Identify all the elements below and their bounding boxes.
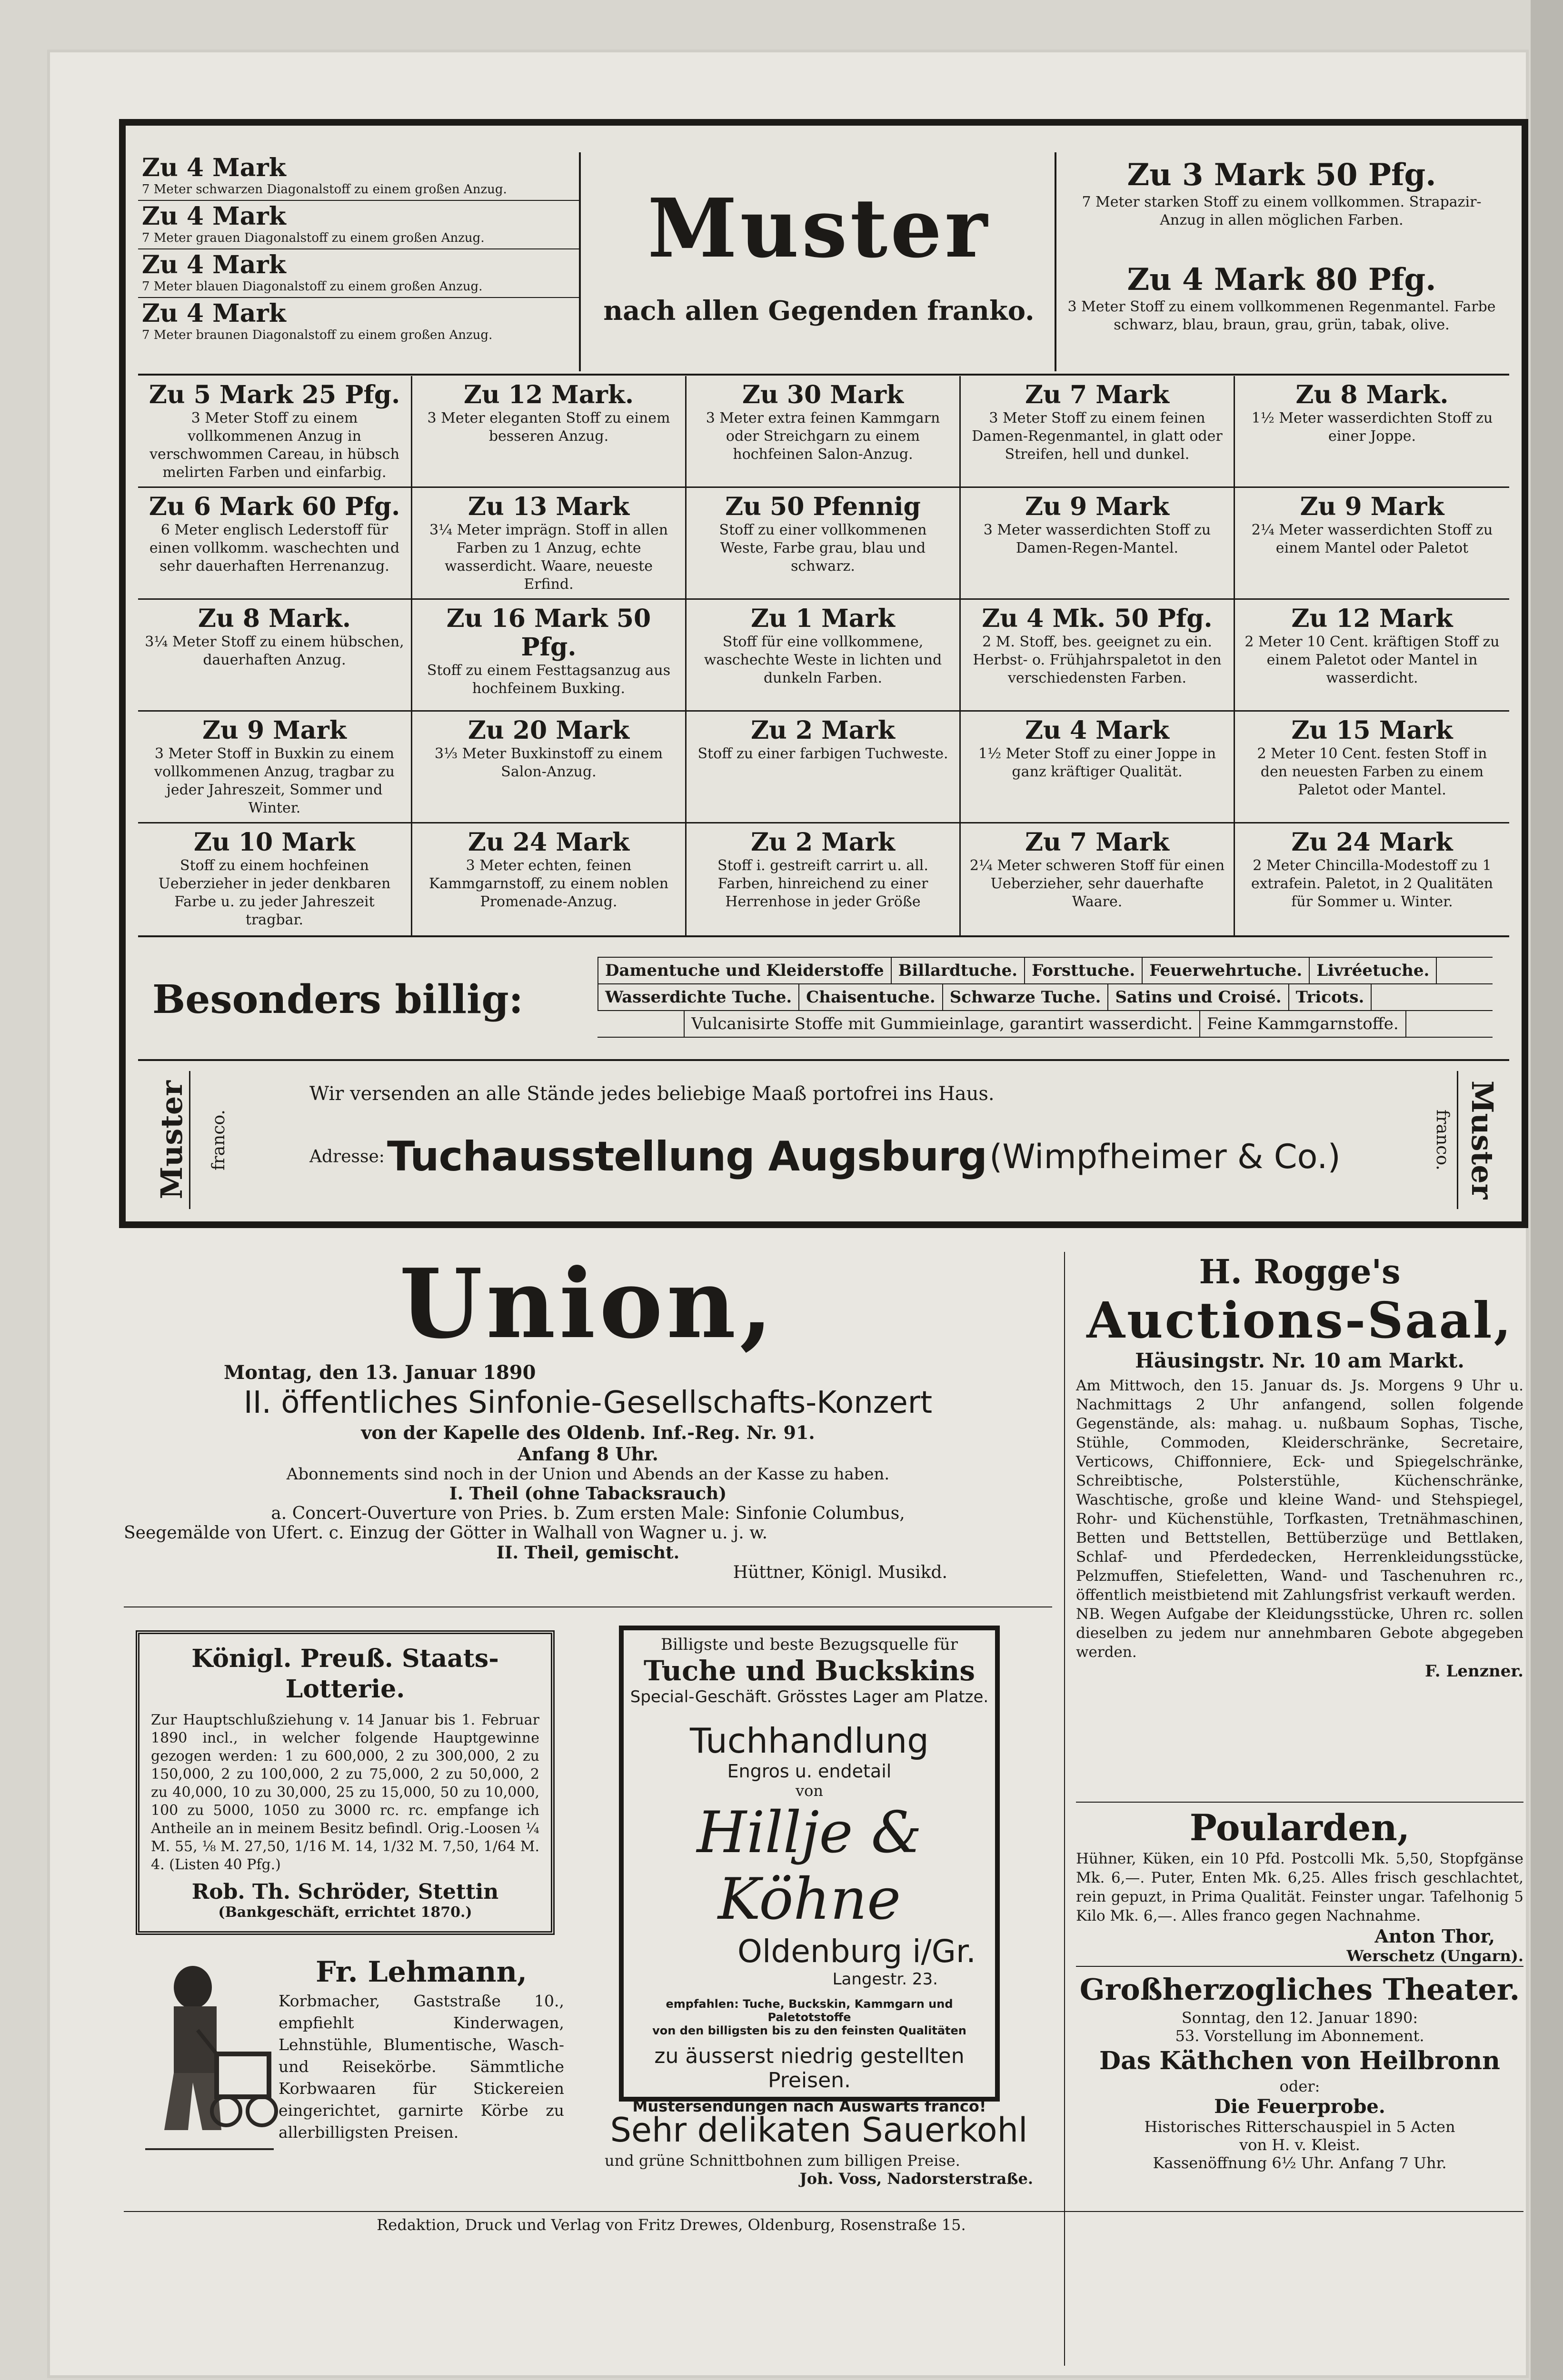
left-price-heading: Zu 4 Mark (142, 299, 286, 328)
price-cell (961, 600, 1235, 712)
price-cell (687, 712, 961, 823)
price-cell-heading: Zu 15 Mark (1291, 716, 1453, 745)
franco-side-left (195, 1076, 229, 1204)
union-title: Union, (399, 1248, 777, 1360)
billig-item: Damentuche und Kleiderstoffe (597, 958, 891, 983)
price-cell-text: Stoff zu einer farbigen Tuchweste. (697, 745, 948, 762)
hillje-street: Langestr. 23. (832, 1970, 938, 1989)
price-cell (961, 712, 1235, 823)
price-cell-heading: Zu 24 Mark (468, 828, 629, 857)
price-cell-text: 3 Meter eleganten Stoff zu einem besseren Anzug. (427, 410, 670, 445)
billig-item: Wasserdichte Tuche. (597, 984, 798, 1010)
price-cell-heading: Zu 30 Mark (742, 380, 904, 409)
franco-side-left-label: franco. (209, 1110, 229, 1170)
price-cell-text: Stoff zu einem hochfeinen Ueberzieher in jeder denkbaren Farbe u. zu jeder Jahreszeit tragbar. (158, 857, 391, 928)
hillje-empf1: empfahlen: Tuche, Buckskin, Kammgarn und Paletotstoffe (666, 1997, 953, 2024)
lehmann-ad (136, 1954, 564, 2178)
child-with-pram-illustration (136, 1959, 279, 2168)
price-cell-heading: Zu 16 Mark 50 Pfg. (446, 604, 651, 662)
theater-vorst: 53. Vorstellung im Abonnement. (1175, 2027, 1424, 2045)
price-cell (138, 488, 412, 600)
left-price-item (138, 249, 579, 298)
price-cell (687, 376, 961, 488)
hillje-muster: Mustersendungen nach Auswärts franco! (632, 2097, 986, 2115)
price-cell-heading: Zu 4 Mark (1025, 716, 1169, 745)
rogge-addr: Häusingstr. Nr. 10 am Markt. (1135, 1349, 1464, 1372)
price-cell (412, 823, 687, 935)
column-rule (1064, 1252, 1065, 2366)
price-cell-heading: Zu 7 Mark (1025, 828, 1169, 857)
sauerkohl-title: Sehr delikaten Sauerkohl (610, 2111, 1028, 2150)
imprint (124, 2216, 1219, 2244)
billig-row (597, 1010, 1493, 1038)
poularden-ad (1076, 1806, 1523, 1964)
hillje-ad (619, 1626, 1000, 2115)
price-cell-heading: Zu 2 Mark (751, 828, 895, 857)
price-cell-heading: Zu 9 Mark (1300, 492, 1444, 521)
hillje-top1: Billigste und beste Bezugsquelle für (661, 1635, 958, 1654)
theater-title: Großherzogliches Theater. (1079, 1972, 1520, 2007)
price-cell-text: 1½ Meter Stoff zu einer Joppe in ganz kräftiger Qualität. (978, 745, 1216, 780)
poularden-firm: Anton Thor, (1374, 1925, 1495, 1947)
price-cell (1235, 488, 1509, 600)
theater-play: Das Käthchen von Heilbronn (1099, 2046, 1500, 2075)
theater-desc2: von H. v. Kleist. (1239, 2136, 1360, 2154)
price-cell (1235, 376, 1509, 488)
price-cell-heading: Zu 7 Mark (1025, 380, 1169, 409)
lotterie-text: Zur Hauptschlußziehung v. 14 Januar bis 1. Februar 1890 incl., in welcher folgende Hauptgewinne gezogen werden: 1 zu 600,000, 2 zu 300,000, 2 zu 150,000, 2 zu 100,000, 2 zu 75,000, 2 zu 50,000, 2 zu 40,000, 10 zu 30,000, 25 zu 15,000, 50 zu 10,000, 100 zu 5000, 1050 zu 3000 rc. rc. empfange ich Antheile an in meinem Besitz befindl. Orig.-Loosen ¼ M. 55, ⅛ M. 27,50, 1/16 M. 14, 1/32 M. 7,50, 1/64 M. 4. (Listen 40 Pfg.) (151, 1712, 539, 1873)
hillje-city: Oldenburg i/Gr. (737, 1933, 976, 1970)
union-tickets: Abonnements sind noch in der Union und Abends an der Kasse zu haben. (286, 1465, 890, 1484)
divider (138, 935, 1509, 937)
left-price-heading: Zu 4 Mark (142, 202, 286, 231)
right-price-item (1056, 152, 1507, 257)
poularden-place: Werschetz (Ungarn). (1346, 1947, 1523, 1965)
price-cell-text: 2 M. Stoff, bes. geeignet zu ein. Herbst- o. Frühjahrspaletot in den verschiedensten Farben. (973, 634, 1222, 686)
rogge-signed: F. Lenzner. (1425, 1662, 1523, 1681)
price-cell-text: 2¼ Meter wasserdichten Stoff zu einem Mantel oder Paletot (1251, 522, 1493, 556)
union-line-b: Seegemälde von Ufert. c. Einzug der Götter in Walhall von Wagner u. j. w. (124, 1523, 768, 1543)
lotterie-firm: Rob. Th. Schröder, Stettin (191, 1880, 499, 1904)
price-cell-heading: Zu 6 Mark 60 Pfg. (149, 492, 400, 521)
price-cell-text: 6 Meter englisch Lederstoff für einen vollkomm. waschechten und sehr dauerhaften Herrenanzug. (149, 522, 400, 575)
rule (1076, 1802, 1523, 1803)
divider (138, 1059, 1509, 1061)
theater-sub: Die Feuerprobe. (1214, 2095, 1385, 2118)
price-cell-heading: Zu 50 Pfennig (725, 492, 921, 521)
price-cell (961, 488, 1235, 600)
firm-name: Tuchausstellung Augsburg (387, 1133, 987, 1180)
rogge-text: Am Mittwoch, den 15. Januar ds. Js. Morgens 9 Uhr u. Nachmittags 2 Uhr anfangend, sollen folgende Gegenstände, als: mahag. u. nußbaum Sophas, Tische, Stühle, Commoden, Kleiderschränke, Secretaire, Verticows, Chiffonniere, Eck- und Spiegelschränke, Schreibtische, Polsterstühle, Küchenschränke, Waschtische, große und kleine Wand- und Stehspiegel, Rohr- und Küchenstühle, Torfkasten, Tretnähmaschinen, Betten und Bettstellen, Bettüberzüge und Bettlaken, Schlaf- und Pferdedecken, Herrenkleidungsstücke, Pelzmuffen, Stiefeletten, Wand- und Taschenuhren rc., öffentlich meistbietend mit Zahlungsfrist verkauft werden. (1076, 1377, 1523, 1604)
footer-rule (124, 2211, 1523, 2212)
price-cell-heading: Zu 13 Mark (468, 492, 629, 521)
price-cell-heading: Zu 20 Mark (468, 716, 629, 745)
price-cell (412, 488, 687, 600)
muster-header (590, 152, 1047, 371)
price-cell-text: Stoff zu einem Festtagsanzug aus hochfeinem Buxking. (427, 662, 671, 697)
price-cell-text: 3 Meter Stoff zu einem feinen Damen-Regenmantel, in glatt oder Streifen, hell und dunkel. (972, 410, 1223, 463)
theater-date: Sonntag, den 12. Januar 1890: (1181, 2009, 1418, 2027)
price-cell-heading: Zu 8 Mark. (1295, 380, 1449, 409)
rule (124, 1606, 1052, 1607)
lehmann-body (279, 1954, 564, 2143)
tuch-right-prices (1055, 152, 1507, 371)
sauerkohl-ad (605, 2109, 1033, 2204)
price-cell (1235, 600, 1509, 712)
hillje-preise: zu äusserst niedrig gestellten Preisen. (654, 2044, 965, 2092)
page-edge (1531, 0, 1563, 2380)
price-cell (1235, 823, 1509, 935)
rogge-ad (1076, 1252, 1523, 1795)
poularden-title: Poularden, (1189, 1806, 1410, 1849)
billig-row (597, 957, 1493, 983)
price-cell (961, 376, 1235, 488)
price-cell-text: 3¼ Meter Stoff zu einem hübschen, dauerhaften Anzug. (145, 634, 404, 668)
right-price-heading: Zu 4 Mark 80 Pfg. (1127, 262, 1436, 298)
besonders-billig (152, 973, 581, 1031)
union-by: von der Kapelle des Oldenb. Inf.-Reg. Nr. 91. (361, 1422, 815, 1443)
hillje-name: Hillje & Köhne (697, 1800, 922, 1933)
price-cell (138, 712, 412, 823)
price-cell-heading: Zu 24 Mark (1291, 828, 1453, 857)
billig-item: Feine Kammgarnstoffe. (1199, 1011, 1406, 1037)
billig-item: Schwarze Tuche. (942, 984, 1108, 1010)
tuch-price-grid (138, 376, 1509, 935)
muster-side-right-label: Muster (1465, 1081, 1500, 1200)
billig-item: Billardtuche. (891, 958, 1025, 983)
price-cell-text: 2¼ Meter schweren Stoff für einen Ueberzieher, sehr dauerhafte Waare. (969, 857, 1225, 910)
union-date: Montag, den 13. Januar 1890 (224, 1361, 536, 1384)
price-cell-text: Stoff für eine vollkommene, waschechte Weste in lichten und dunkeln Farben. (704, 634, 942, 686)
hillje-top2: Tuche und Buckskins (643, 1655, 976, 1687)
union-part2: II. Theil, gemischt. (496, 1543, 680, 1563)
union-concert: II. öffentliches Sinfonie-Gesellschafts-Konzert (243, 1385, 933, 1420)
price-cell-text: 2 Meter 10 Cent. festen Stoff in den neuesten Farben zu einem Paletot oder Mantel. (1257, 745, 1487, 798)
billig-item: Vulcanisirte Stoffe mit Gummieinlage, garantirt wasserdicht. (684, 1011, 1199, 1037)
price-cell-text: 2 Meter Chincilla-Modestoff zu 1 extrafein. Paletot, in 2 Qualitäten für Sommer u. Winter. (1251, 857, 1493, 910)
tuch-left-prices (138, 152, 581, 371)
versand-line (309, 1083, 1357, 1111)
sauerkohl-text: und grüne Schnittbohnen zum billigen Preise. (605, 2152, 960, 2170)
left-price-text: 7 Meter braunen Diagonalstoff zu einem großen Anzug. (142, 328, 493, 342)
price-cell (138, 823, 412, 935)
adresse-line (309, 1133, 1404, 1200)
price-cell-heading: Zu 8 Mark. (198, 604, 351, 633)
price-cell (412, 600, 687, 712)
theater-oder: oder: (1279, 2077, 1320, 2095)
union-start: Anfang 8 Uhr. (518, 1443, 658, 1465)
price-cell-heading: Zu 4 Mk. 50 Pfg. (982, 604, 1213, 633)
union-ad (124, 1248, 1052, 1595)
lehmann-name: Fr. Lehmann, (316, 1955, 527, 1989)
union-signed: Hüttner, Königl. Musikd. (733, 1563, 947, 1582)
muster-side-left (148, 1071, 190, 1209)
left-price-item (138, 201, 579, 249)
lotterie-title: Königl. Preuß. Staats-Lotterie. (191, 1644, 499, 1704)
theater-times: Kassenöffnung 6½ Uhr. Anfang 7 Uhr. (1153, 2154, 1447, 2172)
left-price-text: 7 Meter blauen Diagonalstoff zu einem großen Anzug. (142, 279, 483, 294)
price-cell-text: 3 Meter extra feinen Kammgarn oder Streichgarn zu einem hochfeinen Salon-Anzug. (706, 410, 940, 463)
price-cell (961, 823, 1235, 935)
price-cell-text: 3 Meter echten, feinen Kammgarnstoff, zu einem noblen Promenade-Anzug. (428, 857, 669, 910)
lotterie-ad (136, 1630, 555, 1935)
price-cell (687, 600, 961, 712)
adresse-label: Adresse: (309, 1147, 385, 1167)
price-cell-heading: Zu 9 Mark (1025, 492, 1169, 521)
price-cell-text: Stoff zu einer vollkommenen Weste, Farbe grau, blau und schwarz. (719, 522, 927, 575)
right-price-heading: Zu 3 Mark 50 Pfg. (1127, 157, 1436, 193)
price-cell-text: 3⅓ Meter Buxkinstoff zu einem Salon-Anzug. (434, 745, 663, 780)
billig-item: Chaisentuche. (798, 984, 942, 1010)
price-cell-heading: Zu 10 Mark (193, 828, 355, 857)
price-cell (138, 376, 412, 488)
poularden-text: Hühner, Küken, ein 10 Pfd. Postcolli Mk. 5,50, Stopfgänse Mk. 6,—. Puter, Enten Mk. 6,25. Alles frisch geschlachtet, rein gepuzt, in Prima Qualität. Feinster ungar. Tafelhonig 5 Kilo Mk. 6,—. Alles franco gegen Nachnahme. (1076, 1850, 1523, 1924)
firm-owner: (Wimpfheimer & Co.) (989, 1137, 1341, 1176)
billig-item: Satins und Croisé. (1107, 984, 1288, 1010)
theater-desc1: Historisches Ritterschauspiel in 5 Acten (1144, 2118, 1455, 2136)
price-cell-text: Stoff i. gestreift carrirt u. all. Farben, hinreichend zu einer Herrenhose in jeder Größe (717, 857, 928, 910)
price-cell (138, 600, 412, 712)
hillje-von: von (796, 1782, 823, 1800)
price-cell (687, 488, 961, 600)
lotterie-firm-sub: (Bankgeschäft, errichtet 1870.) (218, 1904, 472, 1921)
price-cell (412, 376, 687, 488)
price-cell-heading: Zu 2 Mark (751, 716, 895, 745)
left-price-text: 7 Meter grauen Diagonalstoff zu einem großen Anzug. (142, 231, 485, 245)
hillje-engros: Engros u. endetail (727, 1761, 892, 1782)
price-cell-heading: Zu 1 Mark (751, 604, 895, 633)
union-line-a: a. Concert-Ouverture von Pries. b. Zum ersten Male: Sinfonie Columbus, (271, 1504, 905, 1523)
billig-row (597, 983, 1493, 1010)
left-price-heading: Zu 4 Mark (142, 250, 286, 279)
muster-side-left-label: Muster (154, 1081, 189, 1200)
rogge-nb: NB. Wegen Aufgabe der Kleidungsstücke, Uhren rc. sollen dieselben zu jedem nur annehmbaren Gebote abgegeben werden. (1076, 1606, 1523, 1661)
billig-item: Livréetuche. (1309, 958, 1437, 983)
left-price-item (138, 152, 579, 201)
franco-side-right-label: franco. (1433, 1110, 1452, 1170)
muster-title: Muster (647, 181, 990, 276)
right-price-text: 3 Meter Stoff zu einem vollkommenen Regenmantel. Farbe schwarz, blau, braun, grau, grün, tabak, olive. (1067, 298, 1496, 333)
rogge-name: H. Rogge's (1199, 1252, 1401, 1291)
right-price-item (1056, 257, 1507, 362)
lehmann-text: Korbmacher, Gaststraße 10., empfiehlt Kinderwagen, Lehnstühle, Blumentische, Wasch- und Reisekörbe. Sämmtliche Korbwaaren für Stickereien eingerichtet, garnirte Körbe zu allerbilligsten Preisen. (279, 1992, 564, 2142)
muster-subtitle: nach allen Gegenden franko. (603, 295, 1035, 327)
franco-side-right (1419, 1076, 1452, 1204)
divider (138, 374, 1509, 376)
hillje-top3: Special-Geschäft. Grösstes Lager am Platze. (630, 1687, 989, 1706)
billig-item: Feuerwehrtuche. (1142, 958, 1309, 983)
theater-ad (1076, 1971, 1523, 2199)
versand-text: Wir versenden an alle Stände jedes beliebige Maaß portofrei ins Haus. (309, 1083, 995, 1105)
price-cell-text: 2 Meter 10 Cent. kräftigen Stoff zu einem Paletot oder Mantel in wasserdicht. (1244, 634, 1500, 686)
tuch-footer-band (138, 1061, 1509, 1219)
hillje-empf2: von den billigsten bis zu den feinsten Qualitäten (652, 2024, 966, 2037)
left-price-heading: Zu 4 Mark (142, 153, 286, 182)
hillje-tuchhandlung: Tuchhandlung (690, 1721, 929, 1761)
billig-item: Tricots. (1288, 984, 1372, 1010)
price-cell-heading: Zu 12 Mark. (463, 380, 634, 409)
price-cell-heading: Zu 5 Mark 25 Pfg. (149, 380, 400, 409)
left-price-item (138, 298, 579, 346)
price-cell-text: 1½ Meter wasserdichten Stoff zu einer Joppe. (1251, 410, 1493, 445)
price-cell-text: 3 Meter Stoff in Buxkin zu einem vollkommenen Anzug, tragbar zu jeder Jahreszeit, Sommer und Winter. (154, 745, 395, 816)
price-cell-heading: Zu 12 Mark (1291, 604, 1453, 633)
besonders-label: Besonders billig: (152, 977, 523, 1022)
price-cell-text: 3 Meter Stoff zu einem vollkommenen Anzug in verschwommen Careau, in hübsch melirten Farben und einfarbig. (149, 410, 399, 481)
price-cell-text: 3 Meter wasserdichten Stoff zu Damen-Regen-Mantel. (983, 522, 1211, 556)
price-cell (1235, 712, 1509, 823)
price-cell-text: 3¼ Meter imprägn. Stoff in allen Farben zu 1 Anzug, echte wasserdicht. Waare, neueste Erfind. (429, 522, 668, 593)
rogge-title: Auctions-Saal, (1086, 1291, 1513, 1349)
price-cell (687, 823, 961, 935)
rule (1076, 1966, 1523, 1967)
imprint-text: Redaktion, Druck und Verlag von Fritz Drewes, Oldenburg, Rosenstraße 15. (377, 2216, 966, 2234)
price-cell-heading: Zu 9 Mark (202, 716, 347, 745)
right-price-text: 7 Meter starken Stoff zu einem vollkommen. Strapazir-Anzug in allen möglichen Farben. (1082, 194, 1482, 228)
price-cell (412, 712, 687, 823)
billig-item: Forsttuche. (1024, 958, 1142, 983)
muster-side-right (1457, 1071, 1500, 1209)
union-part1: I. Theil (ohne Tabacksrauch) (449, 1484, 727, 1504)
billig-list (597, 957, 1493, 1042)
left-price-text: 7 Meter schwarzen Diagonalstoff zu einem großen Anzug. (142, 182, 507, 197)
sauerkohl-firm: Joh. Voss, Nadorsterstraße. (799, 2170, 1033, 2188)
